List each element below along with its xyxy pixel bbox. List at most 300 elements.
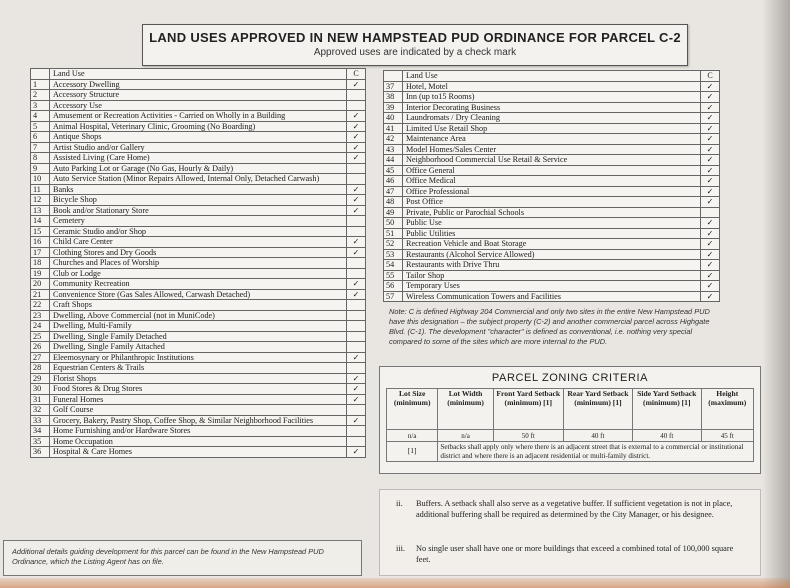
buffer-item-mark: ii. [396,499,403,508]
land-use-name: Laundromats / Dry Cleaning [403,113,701,124]
land-use-name: Amusement or Recreation Activities - Carried on Wholly in a Building [50,111,347,122]
approved-check-cell [701,144,720,155]
photo-edge-bottom [0,578,790,588]
table-row [384,249,720,260]
lot-size-value: n/a [387,430,438,442]
row-number: 54 [384,260,403,271]
table-row [384,155,720,166]
check-icon: ✓ [706,260,714,269]
approved-check-cell [347,205,366,216]
land-use-name: Office Professional [403,186,701,197]
table-row [384,260,720,271]
table-row [31,100,366,111]
approved-check-cell [347,310,366,321]
land-use-name: Home Furnishing and/or Hardware Stores [50,426,347,437]
land-use-name: Hotel, Motel [403,81,701,92]
approved-check-cell [701,165,720,176]
approved-check-cell [347,247,366,258]
row-number: 30 [31,384,50,395]
approved-check-cell [701,155,720,166]
table-row [31,352,366,363]
photo-shadow-right [762,0,790,588]
row-number: 51 [384,228,403,239]
check-icon: ✓ [352,247,360,257]
land-use-name: Dwelling, Multi-Family [50,321,347,332]
approved-check-cell [347,363,366,374]
max-building-text: No single user shall have one or more buildings that exceed a combined total of 100,000 square feet. [416,544,734,564]
land-use-name: Private, Public or Parochial Schools [403,207,701,218]
row-number: 4 [31,111,50,122]
table-row [31,184,366,195]
approved-check-cell [701,92,720,103]
check-icon: ✓ [706,155,714,164]
side-setback-header: Side Yard Setback (minimum) [1] [633,389,701,430]
approved-check-cell [347,321,366,332]
table-row [384,113,720,124]
land-use-name: Florist Shops [50,373,347,384]
land-use-name: Office Medical [403,176,701,187]
table-row [384,218,720,229]
table-row [31,79,366,90]
approved-check-cell [701,186,720,197]
approved-check-cell [701,291,720,302]
row-number: 40 [384,113,403,124]
approved-check-cell [347,216,366,227]
table-row [31,447,366,458]
approved-check-cell [347,153,366,164]
approved-check-cell [347,384,366,395]
land-use-name: Bicycle Shop [50,195,347,206]
check-icon: ✓ [352,121,360,131]
side-setback-value: 40 ft [633,430,701,442]
table-row [384,123,720,134]
row-number: 45 [384,165,403,176]
table-header-row [384,71,720,82]
approved-check-cell [347,163,366,174]
land-use-name: Dwelling, Single Family Detached [50,331,347,342]
land-use-name: Interior Decorating Business [403,102,701,113]
row-number: 2 [31,90,50,101]
land-use-name: Book and/or Stationary Store [50,205,347,216]
row-number: 15 [31,226,50,237]
check-icon: ✓ [706,113,714,122]
table-row [31,174,366,185]
row-number: 42 [384,134,403,145]
land-use-name: Public Use [403,218,701,229]
land-use-name: Public Utilities [403,228,701,239]
table-row [31,111,366,122]
zoning-values-row [387,430,754,442]
row-number: 14 [31,216,50,227]
approved-check-cell [701,260,720,271]
approved-check-cell [347,352,366,363]
table-row [31,258,366,269]
row-number: 31 [31,394,50,405]
footnote-text: Setbacks shall apply only where there is an adjacent street that is external to a commercial or institutional district and where there is an adjacent residential or multi-family district. [438,442,754,462]
check-icon: ✓ [352,352,360,362]
approved-check-cell [701,113,720,124]
row-number: 34 [31,426,50,437]
approved-check-cell [701,123,720,134]
land-use-name: Assisted Living (Care Home) [50,153,347,164]
table-row [31,394,366,405]
table-row [384,134,720,145]
approved-check-cell [701,239,720,250]
check-icon: ✓ [706,270,714,280]
approved-check-cell [347,268,366,279]
approved-check-cell [347,447,366,458]
check-icon: ✓ [352,289,360,299]
c-designation-note: Note: C is defined Highway 204 Commercial and only two sites in the entire New Hampstead PUD have this designation – the subject property (C-2) and another commercial parcel across Highgate Blvd. (C-1). The development "character" is defined as conventional, i.e. nothing very special compared to some of the sites which are more internal to the PUD. [389,307,710,346]
check-icon: ✓ [706,197,714,206]
land-use-name: Restaurants (Alcohol Service Allowed) [403,249,701,260]
land-use-table-left [30,68,366,458]
check-icon: ✓ [352,373,360,383]
table-row [31,415,366,426]
buffer-provisions [379,489,761,576]
approved-check-cell [347,237,366,248]
table-row [31,163,366,174]
land-use-name: Accessory Use [50,100,347,111]
row-number: 39 [384,102,403,113]
table-row [31,331,366,342]
table-row [31,132,366,143]
row-number: 18 [31,258,50,269]
land-use-name: Animal Hospital, Veterinary Clinic, Grooming (No Boarding) [50,121,347,132]
row-number: 35 [31,436,50,447]
check-icon: ✓ [352,394,360,404]
row-number: 13 [31,205,50,216]
row-number: 5 [31,121,50,132]
land-use-name: Neighborhood Commercial Use Retail & Service [403,155,701,166]
row-number: 10 [31,174,50,185]
row-number: 6 [31,132,50,143]
land-use-name: Auto Parking Lot or Garage (No Gas, Hourly & Daily) [50,163,347,174]
approved-check-cell [347,426,366,437]
lot-size-header: Lot Size (minimum) [387,389,438,430]
table-row [31,426,366,437]
land-use-name: Accessory Structure [50,90,347,101]
height-value: 45 ft [701,430,753,442]
check-icon: ✓ [352,279,360,288]
front-setback-header: Front Yard Setback (minimum) [1] [493,389,563,430]
check-icon: ✓ [352,111,360,120]
land-use-name: Auto Service Station (Minor Repairs Allowed, Internal Only, Detached Carwash) [50,174,347,185]
land-use-name: Food Stores & Drug Stores [50,384,347,395]
table-row [31,142,366,153]
approved-check-cell [347,258,366,269]
row-number: 21 [31,289,50,300]
land-use-header: Land Use [50,69,347,80]
land-use-name: Convenience Store (Gas Sales Allowed, Carwash Detached) [50,289,347,300]
approved-check-cell [347,415,366,426]
row-number: 27 [31,352,50,363]
land-use-name: Home Occupation [50,436,347,447]
table-row [384,207,720,218]
land-use-name: Banks [50,184,347,195]
land-use-name: Restaurants with Drive Thru [403,260,701,271]
check-icon: ✓ [352,447,360,456]
row-number: 23 [31,310,50,321]
approved-check-cell [701,218,720,229]
row-number: 20 [31,279,50,290]
land-use-name: Maintenance Area [403,134,701,145]
row-number: 52 [384,239,403,250]
approved-check-cell [701,134,720,145]
land-use-name: Churches and Places of Worship [50,258,347,269]
table-row [384,291,720,302]
check-icon: ✓ [352,205,360,215]
table-row [31,153,366,164]
approved-check-cell [347,405,366,416]
check-icon: ✓ [706,134,714,143]
max-building-item [396,543,746,565]
land-use-name: Tailor Shop [403,270,701,281]
land-use-name: Eleemosynary or Philanthropic Institutions [50,352,347,363]
check-icon: ✓ [706,144,714,154]
rear-setback-header: Rear Yard Setback (minimum) [1] [563,389,632,430]
table-row [31,237,366,248]
approved-check-cell [347,331,366,342]
approved-check-cell [347,279,366,290]
table-row [31,384,366,395]
row-number: 36 [31,447,50,458]
row-number: 47 [384,186,403,197]
check-icon: ✓ [352,142,360,152]
land-use-name: Ceramic Studio and/or Shop [50,226,347,237]
table-row [31,268,366,279]
approved-check-cell [347,300,366,311]
land-use-name: Model Homes/Sales Center [403,144,701,155]
row-number: 53 [384,249,403,260]
approved-check-cell [701,176,720,187]
row-number: 11 [31,184,50,195]
approved-check-cell [347,436,366,447]
check-icon: ✓ [352,384,360,393]
land-use-name: Antique Shops [50,132,347,143]
land-use-name: Child Care Center [50,237,347,248]
approved-check-cell [347,373,366,384]
zoning-header-row [387,389,754,430]
table-row [31,205,366,216]
check-icon: ✓ [706,291,714,301]
row-number: 24 [31,321,50,332]
zoning-footnote-row [387,442,754,462]
row-number: 7 [31,142,50,153]
land-use-name: Grocery, Bakery, Pastry Shop, Coffee Shop, & Similar Neighborhood Facilities [50,415,347,426]
land-use-name: Limited Use Retail Shop [403,123,701,134]
row-number: 50 [384,218,403,229]
land-use-name: Dwelling, Single Family Attached [50,342,347,353]
row-number: 19 [31,268,50,279]
row-number: 44 [384,155,403,166]
row-number: 55 [384,270,403,281]
row-number: 9 [31,163,50,174]
check-icon: ✓ [352,132,360,141]
table-row [384,102,720,113]
row-number: 38 [384,92,403,103]
check-icon: ✓ [706,81,714,91]
approved-check-cell [347,111,366,122]
row-number: 48 [384,197,403,208]
land-use-name: Clothing Stores and Dry Goods [50,247,347,258]
table-row [31,279,366,290]
land-use-name: Dwelling, Above Commercial (not in MuniCode) [50,310,347,321]
approved-check-cell [347,121,366,132]
row-number: 26 [31,342,50,353]
table-row [31,216,366,227]
approved-check-cell [701,270,720,281]
buffer-item [396,498,746,520]
land-use-name: Office General [403,165,701,176]
check-icon: ✓ [706,281,714,290]
table-row [31,90,366,101]
table-row [384,281,720,292]
row-number: 12 [31,195,50,206]
table-header-row [31,69,366,80]
land-use-name: Accessory Dwelling [50,79,347,90]
land-use-name: Club or Lodge [50,268,347,279]
check-icon: ✓ [352,237,360,246]
land-use-name: Equestrian Centers & Trails [50,363,347,374]
check-icon: ✓ [706,239,714,248]
check-icon: ✓ [706,123,714,133]
approved-check-cell [701,207,720,218]
row-number: 3 [31,100,50,111]
approved-check-cell [347,174,366,185]
front-setback-value: 50 ft [493,430,563,442]
land-use-table-right [383,70,720,302]
row-number: 28 [31,363,50,374]
height-header: Height (maximum) [701,389,753,430]
row-number: 22 [31,300,50,311]
table-row [31,121,366,132]
approved-check-cell [347,90,366,101]
land-use-name: Artist Studio and/or Gallery [50,142,347,153]
check-icon: ✓ [352,415,360,425]
table-row [31,247,366,258]
row-number: 41 [384,123,403,134]
row-number: 37 [384,81,403,92]
land-use-name: Craft Shops [50,300,347,311]
lot-width-header: Lot Width (minimum) [438,389,493,430]
check-icon: ✓ [706,218,714,227]
land-use-name: Community Recreation [50,279,347,290]
land-use-name: Hospital & Care Homes [50,447,347,458]
land-use-name: Golf Course [50,405,347,416]
parcel-zoning-criteria [379,366,761,474]
title-box [142,24,688,66]
check-icon: ✓ [706,186,714,196]
table-row [31,321,366,332]
land-use-name: Temporary Uses [403,281,701,292]
row-number: 46 [384,176,403,187]
land-use-name: Inn (up to15 Rooms) [403,92,701,103]
approved-check-cell [347,142,366,153]
table-row [384,165,720,176]
land-use-name: Recreation Vehicle and Boat Storage [403,239,701,250]
approved-check-cell [347,184,366,195]
row-number: 49 [384,207,403,218]
table-row [384,197,720,208]
row-number: 17 [31,247,50,258]
approved-check-cell [347,195,366,206]
table-row [31,226,366,237]
table-row [31,310,366,321]
row-number: 32 [31,405,50,416]
approved-check-cell [701,102,720,113]
row-number: 29 [31,373,50,384]
land-use-name: Funeral Homes [50,394,347,405]
row-number: 56 [384,281,403,292]
table-row [384,81,720,92]
table-row [384,144,720,155]
table-row [31,363,366,374]
land-use-name: Post Office [403,197,701,208]
table-row [31,373,366,384]
rear-setback-value: 40 ft [563,430,632,442]
table-row [31,405,366,416]
land-use-header: Land Use [403,71,701,82]
c-header: C [701,71,720,82]
check-icon: ✓ [706,102,714,112]
table-row [31,289,366,300]
c-header: C [347,69,366,80]
parcel-zoning-table [386,388,754,462]
approved-check-cell [347,100,366,111]
lot-width-value: n/a [438,430,493,442]
row-number: 33 [31,415,50,426]
check-icon: ✓ [706,228,714,238]
approved-check-cell [347,394,366,405]
check-icon: ✓ [706,176,714,185]
check-icon: ✓ [352,79,360,89]
table-row [384,239,720,250]
approved-check-cell [347,79,366,90]
approved-check-cell [701,228,720,239]
row-number: 1 [31,79,50,90]
approved-check-cell [701,197,720,208]
land-use-name: Cemetery [50,216,347,227]
row-number: 16 [31,237,50,248]
approved-check-cell [701,281,720,292]
row-number: 8 [31,153,50,164]
page-title: LAND USES APPROVED IN NEW HAMPSTEAD PUD ORDINANCE FOR PARCEL C-2 [149,30,681,45]
check-icon: ✓ [352,153,360,162]
table-row [384,228,720,239]
row-number: 25 [31,331,50,342]
check-icon: ✓ [706,249,714,259]
land-use-name: Wireless Communication Towers and Facilities [403,291,701,302]
additional-details-note: Additional details guiding development for this parcel can be found in the New Hampstead PUD Ordinance, which the Listing Agent has on file. [3,540,362,576]
row-number: 57 [384,291,403,302]
approved-check-cell [347,132,366,143]
max-building-mark: iii. [396,544,405,553]
check-icon: ✓ [706,92,714,101]
approved-check-cell [347,342,366,353]
table-row [31,436,366,447]
page-subtitle: Approved uses are indicated by a check mark [313,47,517,58]
footnote-mark: [1] [387,442,438,462]
table-row [384,176,720,187]
buffer-item-text: Buffers. A setback shall also serve as a vegetative buffer. If sufficient vegetation is not in place, additional buffering shall be required as determined by the City Manager, or his designee. [416,499,733,519]
parcel-zoning-title: PARCEL ZONING CRITERIA [491,372,649,384]
num-header [31,69,50,80]
table-row [384,92,720,103]
approved-check-cell [347,289,366,300]
table-row [31,342,366,353]
approved-check-cell [347,226,366,237]
